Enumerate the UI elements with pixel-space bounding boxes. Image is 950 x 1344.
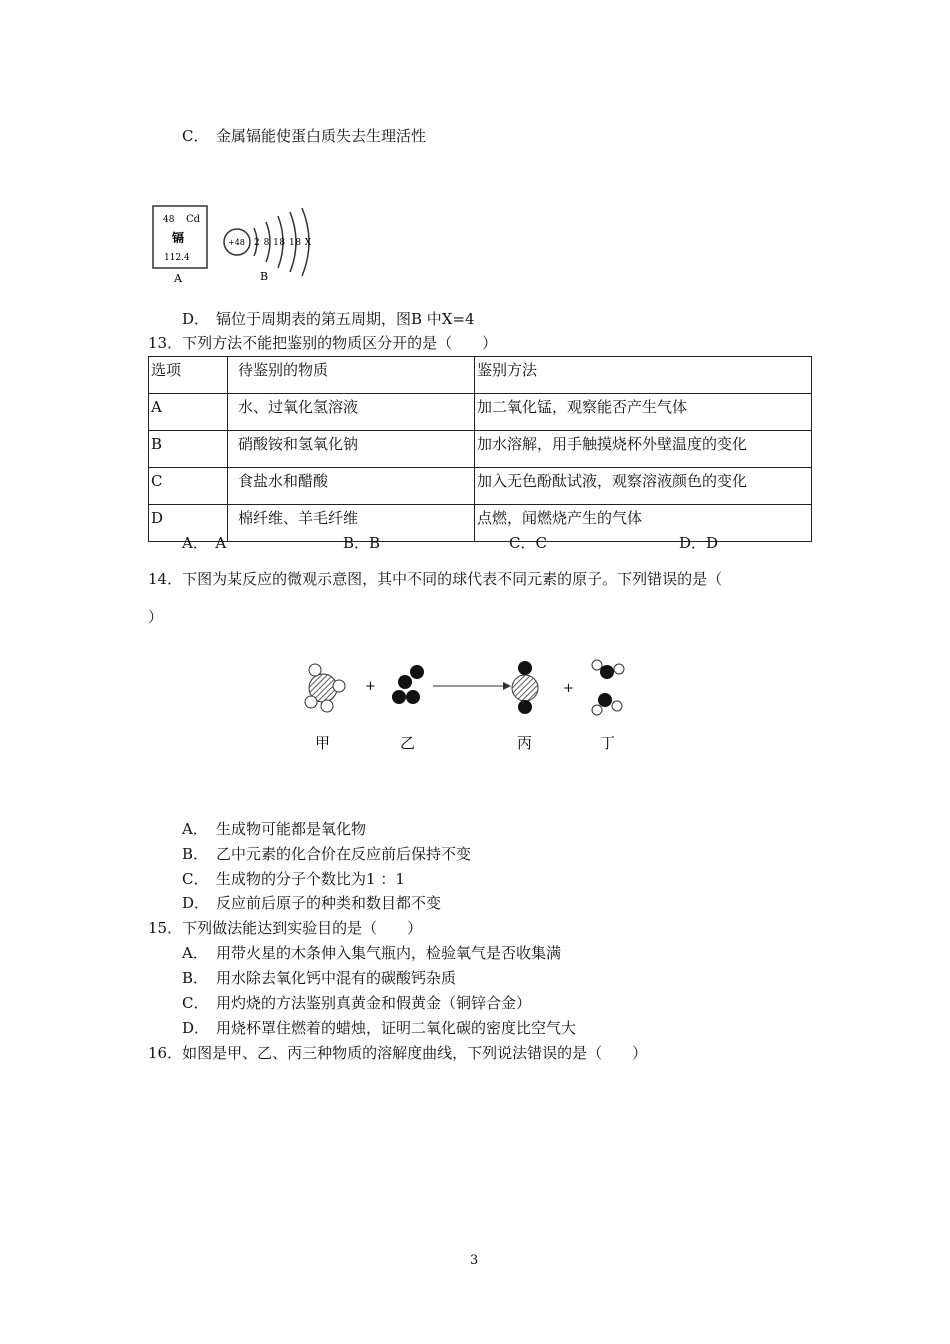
option-key: A．: [182, 820, 208, 838]
q14-stem-end: ）: [148, 608, 164, 626]
label-jia: 甲: [315, 734, 331, 752]
q12-option-d: [182, 309, 475, 329]
table-cell: C: [149, 468, 228, 505]
q15-option-c: [182, 993, 531, 1013]
option-text: 生成物的分子个数比为1 ：1: [216, 870, 405, 888]
question-text: 下列做法能达到实验目的是（ ）: [182, 919, 423, 937]
q16-stem: [148, 1043, 647, 1063]
option-text: 生成物可能都是氧化物: [216, 820, 367, 838]
table-cell: 加入无色酚酞试液，观察溶液颜色的变化: [475, 468, 812, 505]
question-text: 下图为某反应的微观示意图，其中不同的球代表不同元素的原子。下列错误的是（: [182, 570, 723, 588]
table-cell: A: [149, 394, 228, 431]
table-cell: B: [149, 431, 228, 468]
molecule-jia: [305, 664, 345, 712]
option-key: C．: [182, 994, 209, 1012]
answer-choice-a: A． A: [182, 534, 227, 552]
q15-option-a: [182, 943, 561, 963]
table-header-row: [149, 357, 812, 394]
figure-label-a: A: [174, 272, 182, 285]
molecule-bing: [512, 661, 538, 714]
q12-option-c: [182, 126, 426, 146]
label-bing: 丙: [517, 734, 533, 752]
header-cell: 待鉴别的物质: [228, 357, 475, 394]
table-cell: 硝酸铵和氢氧化钠: [228, 431, 475, 468]
nucleus-charge: +48: [228, 238, 245, 247]
table-row: [149, 394, 812, 431]
table-cell: 加水溶解，用手触摸烧杯外壁温度的变化: [475, 431, 812, 468]
option-key: A．: [182, 944, 208, 962]
table-cell: D: [149, 505, 228, 542]
table-row: [149, 431, 812, 468]
option-key: D．: [182, 310, 210, 328]
q14-stem: [148, 569, 722, 589]
option-key: D．: [182, 1019, 210, 1037]
option-key: C．: [182, 127, 209, 145]
option-text: 用水除去氧化钙中混有的碳酸钙杂质: [216, 969, 457, 987]
q14-option-c: [182, 869, 405, 889]
molecule-ding: [592, 660, 624, 715]
option-text: 用烧杯罩住燃着的蜡烛，证明二氧化碳的密度比空气大: [216, 1019, 577, 1037]
table-row: [149, 468, 812, 505]
reaction-arrow: [433, 682, 511, 690]
answer-choice-b: B．B: [343, 534, 381, 552]
option-key: B．: [182, 969, 209, 987]
reaction-diagram: [295, 650, 645, 760]
option-key: C．: [182, 870, 209, 888]
label-yi: 乙: [400, 734, 416, 752]
plus-sign: +: [563, 681, 574, 696]
option-text: 乙中元素的化合价在反应前后保持不变: [216, 845, 472, 863]
cell-mass: 112.4: [164, 253, 190, 263]
q15-option-d: [182, 1018, 576, 1038]
cadmium-figure: [148, 200, 323, 290]
q14-option-d: [182, 893, 441, 913]
table-cell: 点燃，闻燃烧产生的气体: [475, 505, 812, 542]
option-text: 金属镉能使蛋白质失去生理活性: [216, 127, 427, 145]
plus-sign: +: [365, 679, 376, 694]
q13-stem: [148, 333, 497, 353]
question-text: 如图是甲、乙、丙三种物质的溶解度曲线，下列说法错误的是（ ）: [182, 1044, 648, 1062]
table-cell: 水、过氧化氢溶液: [228, 394, 475, 431]
question-number: 14．: [148, 570, 183, 588]
q13-table: [148, 356, 812, 542]
question-number: 16．: [148, 1044, 183, 1062]
q15-stem: [148, 918, 422, 938]
question-number: 15．: [148, 919, 183, 937]
molecule-yi: [392, 665, 424, 704]
header-cell: 选项: [149, 357, 228, 394]
question-text: 下列方法不能把鉴别的物质区分开的是（ ）: [182, 334, 498, 352]
q14-option-a: [182, 819, 366, 839]
shell-electrons: 2 8 18 18 X: [254, 238, 312, 248]
option-text: 用带火星的木条伸入集气瓶内，检验氧气是否收集满: [216, 944, 562, 962]
table-cell: 棉纤维、羊毛纤维: [228, 505, 475, 542]
page-number: 3: [470, 1253, 479, 1268]
option-key: B．: [182, 845, 209, 863]
q14-option-b: [182, 844, 471, 864]
q15-option-b: [182, 968, 456, 988]
answer-choice-c: C．C: [509, 534, 547, 552]
option-text: 镉位于周期表的第五周期，图B 中X=4: [216, 310, 475, 328]
question-number: 13．: [148, 334, 183, 352]
option-key: D．: [182, 894, 210, 912]
cell-name: 镉: [172, 231, 185, 245]
figure-label-b: B: [260, 270, 269, 283]
table-cell: 加二氧化锰，观察能否产生气体: [475, 394, 812, 431]
header-cell: 鉴别方法: [475, 357, 812, 394]
label-ding: 丁: [600, 734, 616, 752]
option-text: 反应前后原子的种类和数目都不变: [216, 894, 442, 912]
option-text: 用灼烧的方法鉴别真黄金和假黄金（铜锌合金）: [216, 994, 532, 1012]
cell-atomic-number: 48: [163, 215, 175, 225]
table-cell: 食盐水和醋酸: [228, 468, 475, 505]
cell-symbol: Cd: [186, 214, 201, 225]
answer-choice-d: D．D: [679, 534, 719, 552]
